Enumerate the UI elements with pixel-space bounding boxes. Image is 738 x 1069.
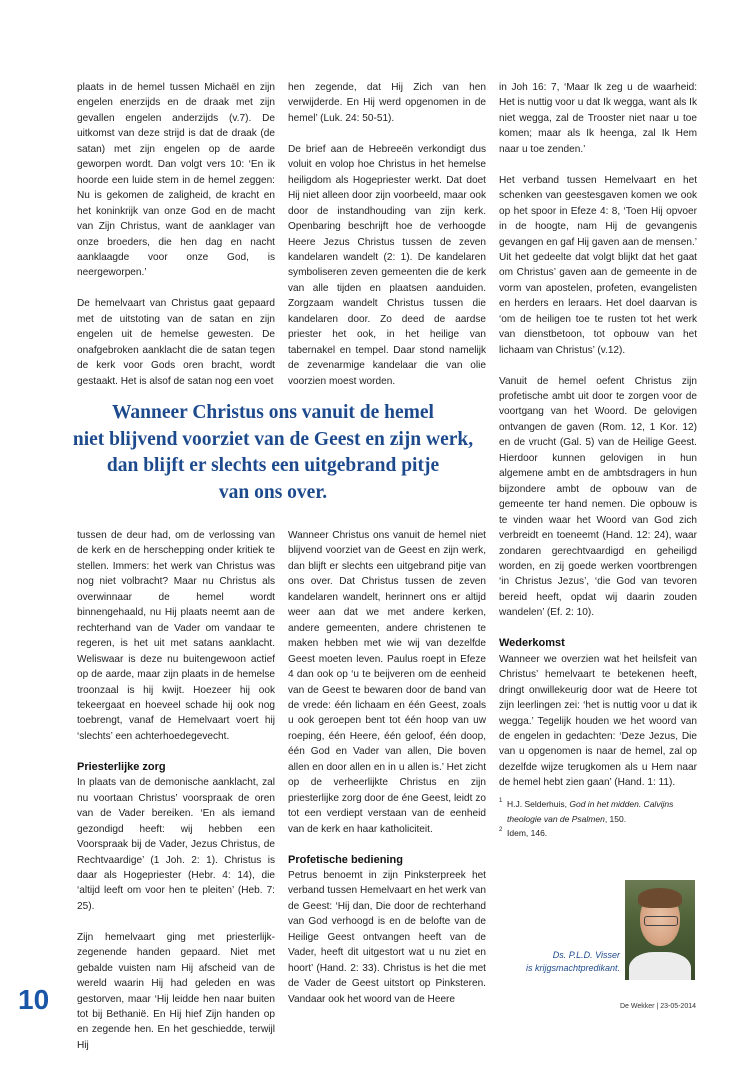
pull-quote bbox=[70, 400, 476, 506]
footnote-text: Idem, 146. bbox=[507, 828, 548, 838]
paragraph: plaats in de hemel tussen Michaël en zijn engelen enerzijds en de draak met zijn gevallen engelen anderzijds (v.7). De uitkomst van deze strijd is dat de draak (de satan) met zijn engelen op de aarde geworpen wordt. Dan volgt vers 10: ‘En ik hoorde een luide stem in de hemel zeggen: Nu is gekomen de zaligheid, de kracht en het koninkrijk van onze God en de macht van Zijn Christus, want de aanklager van onze broeders, die hen dag en nacht aanklaagde voor onze God, is neergeworpen.’ bbox=[77, 82, 275, 279]
column-3 bbox=[499, 80, 697, 806]
footnote-text-end: , 150. bbox=[604, 813, 627, 824]
column-1 bbox=[77, 80, 275, 404]
paragraph: Zijn hemelvaart ging met priesterlijk-zegenende handen gepaard. Niet met gebalde vuisten nam Hij afscheid van de wereld waarin Hij had geleden en was gestorven, maar ‘Hij leidde hen naar buiten tot bij Bethanië. En Hij hief Zijn handen op en zegende hen. En het geschiedde, terwijl Hij bbox=[77, 931, 275, 1051]
section-heading-wederkomst: Wederkomst bbox=[499, 637, 565, 650]
section-heading-profetische-bediening: Profetische bediening bbox=[288, 853, 403, 866]
paragraph: Petrus benoemt in zijn Pinksterpreek het verband tussen Hemelvaart en het werk van de Geest: ‘Hij dan, Die door de rechterhand van God verhoogd is en de belofte van de Heilige Geest ontvangen heeft van de Vader, heeft dit uitgestort wat u nu ziet en hoort’ (Hand. 2: 33). Christus is het die met de Vader de Geest uitstort op Pinksteren. Vandaar ook het woord van de Heere bbox=[288, 869, 486, 1005]
paragraph: Wanneer we overzien wat het heilsfeit van Christus’ hemelvaart te betekenen heeft, dringt onwillekeurig door wat de Heere tot zijn leerlingen zei: ‘het is nuttig voor u dat ik wegga.’ Tegelijk houden we het woord van de engelen in gedachten: ‘Deze Jezus, Die van u opgenomen is naar de hemel, zal op dezelfde wijze terugkomen als u Hem naar de hemel hebt zien gaan’ (Hand. 1: 11). bbox=[499, 653, 697, 789]
footnotes bbox=[499, 797, 709, 841]
footer-issue: De Wekker | 23-05-2014 bbox=[620, 1003, 697, 1010]
photo-hair bbox=[638, 888, 682, 908]
column-4 bbox=[77, 528, 275, 1069]
footnote-number: 2 bbox=[499, 827, 503, 833]
column-5 bbox=[288, 528, 486, 1022]
paragraph: De hemelvaart van Christus gaat gepaard met de uitstoting van de satan en zijn engelen uit de hemelse gewesten. De onafgebroken aanklacht die de satan tegen de kerk voor Gods oren bracht, wordt gestaakt. Het is alsof de satan nog een voet bbox=[77, 298, 275, 387]
section-heading-priesterlijke-zorg: Priesterlijke zorg bbox=[77, 760, 166, 773]
author-photo bbox=[625, 880, 695, 980]
paragraph: hen zegende, dat Hij Zich van hen verwijderde. En Hij werd opgenomen in de hemel’ (Luk. 24: 50-51). bbox=[288, 82, 486, 124]
author-role: is krijgsmachtpredikant. bbox=[525, 962, 620, 973]
paragraph: Wanneer Christus ons vanuit de hemel niet blijvend voorziet van de Geest en zijn werk, dan blijft er slechts een uitgebrand pitje van ons over. Dat Christus tussen de zeven kandelaren wandelt, herinnert ons er altijd weer aan dat we met andere kerken, andere gemeenten, andere christenen te maken hebben met wie wij van dezelfde Geest moeten leven. Paulus roept in Efeze 4 dan ook op ‘u te beijveren om de eenheid van de Geest te bewaren door de band van de vrede: één lichaam en één Geest, zoals u ook geroepen bent tot één hoop van uw roeping, één Heere, één geloof, één doop, één God en Vader van allen, Die boven allen en door allen en in u allen is.’ Het zicht op de verheerlijkte Christus en zijn priesterlijke zorg door de éne Geest, leidt zo tot een verdiept verstaan van de eenheid van de kerk en haar katholiciteit. bbox=[288, 530, 486, 835]
footnote-title: God in het midden. Calvijns theologie van de Psalmen bbox=[507, 799, 674, 824]
footnote-number: 1 bbox=[499, 798, 503, 804]
paragraph: tussen de deur had, om de verlossing van de kerk en de herschepping onder kritiek te stellen. Immers: het werk van Christus was nog niet volbracht? Maar nu Christus als overwinnaar de hemel wordt binnengehaald, nu Hij plaats neemt aan de rechterhand van de Vader om vandaar te regeren, is het uit met satans aanklacht. Weliswaar is deze nu buitengewoon actief op de aarde, maar zijn plaats in de hemelse troonzaal is hij kwijt. Hoezeer hij ook tekeergaat en hoeveel schade hij ook nog toebrengt, vanaf de Hemelvaart voert hij ‘slechts’ een achterhoedegevecht. bbox=[77, 530, 275, 742]
column-2 bbox=[288, 80, 486, 404]
pull-quote-line: van ons over. bbox=[218, 481, 328, 503]
paragraph: In plaats van de demonische aanklacht, zal nu voortaan Christus’ voorspraak de oren van de Vader bereiken. ‘En als iemand gezondigd heeft: wij hebben een Voorspraak bij de Vader, Jezus Christus, de Rechtvaardige’ (1 Joh. 2: 1). Christus is daar als Hogepriester (Hebr. 4: 14), die ‘altijd leeft om voor hen te pleiten’ (Heb. 7: 25). bbox=[77, 777, 275, 912]
footnote bbox=[499, 797, 709, 826]
pull-quote-line: niet blijvend voorziet van de Geest en zijn werk, bbox=[72, 428, 474, 450]
pull-quote-line: Wanneer Christus ons vanuit de hemel bbox=[112, 402, 434, 423]
author-caption bbox=[522, 949, 620, 974]
pull-quote-line: dan blijft er slechts een uitgebrand pitje bbox=[106, 455, 440, 476]
photo-shirt bbox=[629, 952, 691, 980]
author-name: Ds. P.L.D. Visser bbox=[552, 950, 620, 960]
photo-glasses bbox=[644, 916, 678, 926]
footnote bbox=[499, 826, 709, 841]
page-number: 10 bbox=[18, 984, 50, 1015]
paragraph: De brief aan de Hebreeën verkondigt dus voluit en volop hoe Christus in het hemelse heiligdom als Hogepriester werkt. Dat doet Hij niet alleen door zijn voorbeeld, maar ook door de instandhouding van zijn kerk. Openbaring beschrijft hoe de verhoogde Heere Jezus Christus tussen de zeven kandelaren wandelt (2: 1). De kandelaren symboliseren zeven gemeenten die de kerk van alle tijden en plaatsen aanduiden. Zorgzaam wandelt Christus tussen die kandelaren door. Zo deed de aardse priester het ook, in het heilige van tabernakel en tempel. Daar stond namelijk de zevenarmige kandelaar die van olie voorzien moest worden. bbox=[288, 143, 486, 387]
paragraph: Vanuit de hemel oefent Christus zijn profetische ambt uit door te zorgen voor de voortgang van het Woord. De gelovigen ontvangen de gaven (Rom. 12, 1 Kor. 12) en de vrucht (Gal. 5) van de Heilige Geest. Hierdoor kunnen gelovigen in hun algemene ambt en de ambtsdragers in hun bijzondere ambt de opbouw van de gemeente ter hand nemen. Die opbouw is te vinden waar het Woord van God zich verbreidt en toeneemt (Hand. 12: 24), waar zondaren gerechtvaardigd en geheiligd worden, en zij goede werken voortbrengen ‘in Christus Jezus’, ‘die God van tevoren bereid heeft, opdat wij daarin zouden wandelen’ (Ef. 2: 10). bbox=[499, 375, 697, 619]
paragraph: Het verband tussen Hemelvaart en het schenken van geestesgaven komen we ook op het spoor in Efeze 4: 8, ‘Toen Hij opvoer in de hoogte, nam Hij de gevangenis gevangen en gaf Hij gaven aan de mensen.’ Uit het gedeelte dat volgt blijkt dat het gaat om Christus’ gaven aan de gemeente in de vorm van apostelen, profeten, evangelisten en herders en leraars. Het doel daarvan is ‘om de heiligen toe te rusten tot het werk van dienstbetoon, tot opbouw van het lichaam van Christus’ (v.12). bbox=[499, 174, 697, 356]
paragraph: in Joh 16: 7, ‘Maar Ik zeg u de waarheid: Het is nuttig voor u dat Ik wegga, want als Ik niet wegga, zal de Trooster niet naar u toe komen; maar als Ik heenga, zal Ik Hem naar u toe zenden.’ bbox=[499, 82, 697, 155]
footnote-text: H.J. Selderhuis, bbox=[507, 799, 570, 809]
